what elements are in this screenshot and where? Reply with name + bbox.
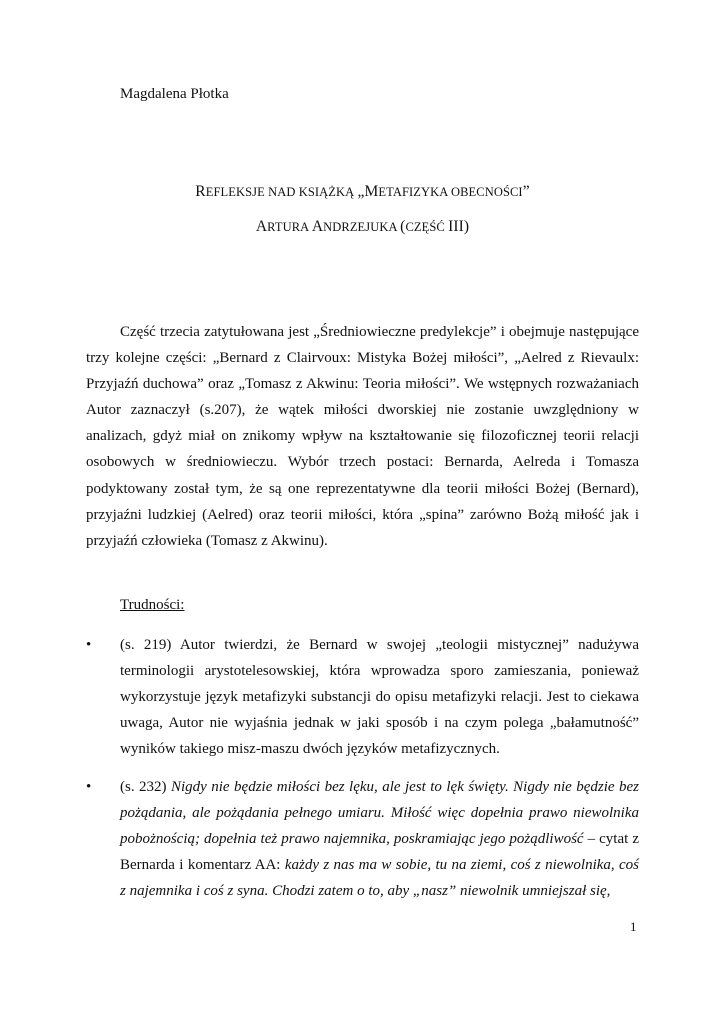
title-paren-open: (: [400, 218, 406, 235]
bullet-marker: •: [86, 637, 92, 653]
title-smallcaps-czesc: CZĘŚĆ: [405, 220, 449, 234]
bullet-marker: •: [86, 779, 92, 795]
title-smallcaps-efleksje: EFLEKSJE NAD KSIĄŻKĄ: [205, 185, 358, 199]
title-part-number: III): [448, 218, 470, 235]
section-heading-trudnosci: Trudności:: [120, 597, 185, 613]
bullet-text-1: (s. 219) Autor twierdzi, że Bernard w swojej „teologii mistycznej” nadużywa terminologii arystotelesowskiej, która wprowadza sporo zamieszania, ponieważ wykorzystuje język metafizyki substancji do opisu metafizyki relacji. Jest to ciekawa uwaga, Autor nie wyjaśnia jednak w jaki sposób i na czym polega „bałamutność” wyników takiego misz-maszu dwóch języków metafizycznych.: [120, 637, 639, 758]
bullet-2-quote-bernard: Nigdy nie będzie miłości bez lęku, ale jest to lęk święty. Nigdy nie będzie bez pożądania, ale pożądania pełnego umiaru. Miłość więc dopełnia prawo niewolnika pobożnością; dopełnia też prawo najemnika, poskramiając jego pożądliwość: [120, 779, 639, 848]
title-line-1: [0, 183, 725, 201]
author-name: Magdalena Płotka: [120, 86, 229, 102]
title-initial-a1: A: [255, 218, 268, 235]
title-quote-open: „M: [357, 183, 379, 200]
bullet-2-middle: – cytat z Bernarda i komentarz AA:: [120, 831, 639, 874]
title-quote-close: ”: [522, 183, 530, 200]
title-smallcaps-ndrzejuka: NDRZEJUKA: [323, 220, 401, 234]
page-number: 1: [630, 919, 637, 934]
bullet-2-page-ref: (s. 232): [120, 779, 171, 795]
title-initial-a2: A: [311, 218, 324, 235]
title-line-2: [0, 218, 725, 236]
bullet-text-2: [120, 774, 639, 904]
title-smallcaps-etafizyka: ETAFIZYKA OBECNOŚCI: [378, 185, 523, 199]
title-initial-r: R: [195, 183, 206, 200]
title-smallcaps-rtura: RTURA: [267, 220, 312, 234]
bullet-2-quote-aa: każdy z nas ma w sobie, tu na ziemi, coś z niewolnika, coś z najemnika i coś z syna. Chodzi zatem o to, aby „nasz” niewolnik umniejszał się,: [120, 857, 639, 900]
intro-paragraph: Część trzecia zatytułowana jest „Średniowieczne predylekcje” i obejmuje następujące trzy kolejne części: „Bernard z Clairvoux: Mistyka Bożej miłości”, „Aelred z Rievaulx: Przyjaźń duchowa” oraz „Tomasz z Akwinu: Teoria miłości”. We wstępnych rozważaniach Autor zaznaczył (s.207), że wątek miłości dworskiej nie zostanie uwzględniony w analizach, gdyż miał on znikomy wpływ na kształtowanie się filozoficznej teorii relacji osobowych w średniowieczu. Wybór trzech postaci: Bernarda, Aelreda i Tomasza podyktowany został tym, że są one reprezentatywne dla teorii miłości Bożej (Bernard), przyjaźni ludzkiej (Aelred) oraz teorii miłości, która „spina” zarówno Bożą miłość jak i przyjaźń człowieka (Tomasz z Akwinu).: [86, 324, 639, 549]
